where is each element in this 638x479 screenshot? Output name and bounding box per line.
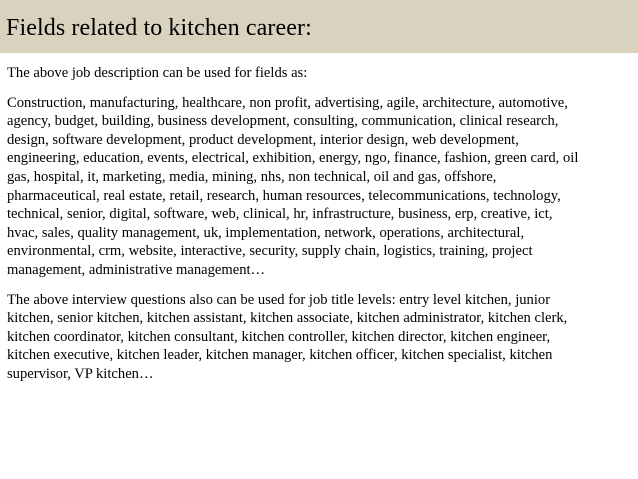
slide-body [7,64,635,384]
title-bar [0,0,638,53]
job-titles-line: The above interview questions also can be used for job title levels: entry level kitchen, junior [7,291,551,308]
intro-text: The above job description can be used for fields as: [7,65,308,81]
fields-line: agency, budget, building, business development, consulting, communication, clinical research, [7,113,559,130]
fields-line: hvac, sales, quality management, uk, implementation, network, operations, architectural, [7,224,525,241]
fields-line: environmental, crm, website, interactive, security, supply chain, logistics, training, project [7,243,533,260]
fields-line: Construction, manufacturing, healthcare, non profit, advertising, agile, architecture, automotive, [7,94,568,111]
job-titles-line: kitchen executive, kitchen leader, kitchen manager, kitchen officer, kitchen specialist, kitchen [7,347,553,364]
fields-line: management, administrative management… [7,261,266,278]
fields-line: gas, hospital, it, marketing, media, mining, nhs, non technical, oil and gas, offshore, [7,168,497,185]
job-titles-line: supervisor, VP kitchen… [7,365,154,382]
fields-line: technical, senior, digital, software, web, clinical, hr, infrastructure, business, erp, creative, ict, [7,206,553,223]
fields-paragraph [7,94,635,280]
job-titles-paragraph [7,291,635,384]
job-titles-line: kitchen coordinator, kitchen consultant, kitchen controller, kitchen director, kitchen engineer, [7,328,551,345]
job-titles-line: kitchen, senior kitchen, kitchen assistant, kitchen associate, kitchen administrator, kitchen clerk, [7,310,568,327]
fields-line: design, software development, product development, interior design, web development, [7,131,519,148]
fields-line: engineering, education, events, electrical, exhibition, energy, ngo, finance, fashion, green card, oil [7,150,579,167]
slide-title: Fields related to kitchen career: [6,15,312,41]
paragraph-spacer [7,280,635,291]
fields-line: pharmaceutical, real estate, retail, research, human resources, telecommunications, technology, [7,187,561,204]
